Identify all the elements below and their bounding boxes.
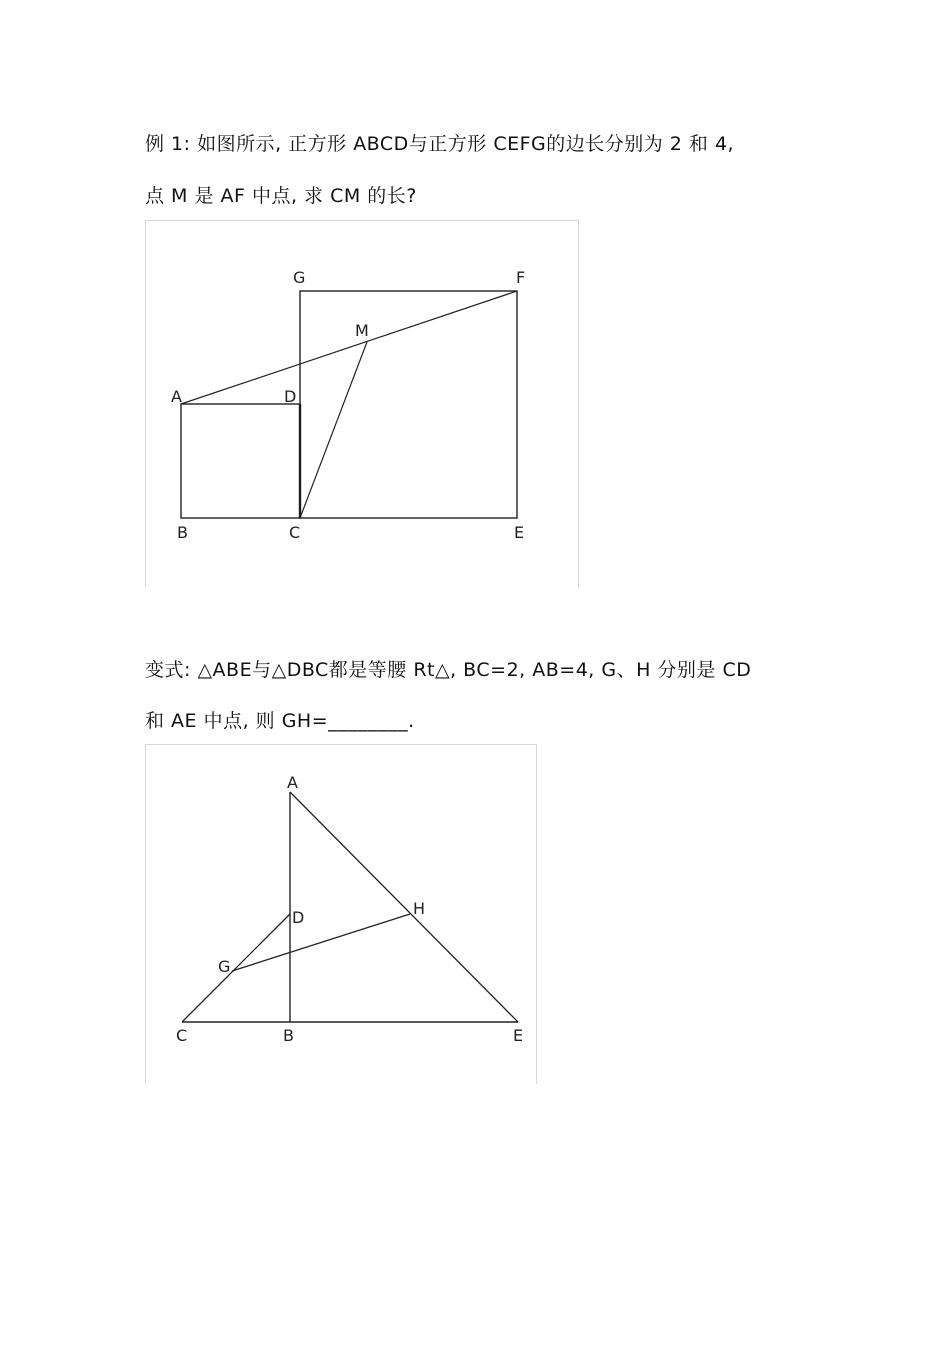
example1-text-line1: 例 1: 如图所示, 正方形 ABCD与正方形 CEFG的边长分别为 2 和 4, bbox=[145, 133, 735, 155]
variant-text-line1: 变式: △ABE与△DBC都是等腰 Rt△, BC=2, AB=4, G、H 分别是 CD bbox=[145, 659, 752, 681]
point-label-m: M bbox=[355, 321, 369, 340]
square-cefg bbox=[300, 291, 517, 518]
figure-squares bbox=[145, 220, 579, 587]
point-label-f: F bbox=[516, 268, 526, 287]
point-label-b: B bbox=[177, 523, 188, 542]
point-label-a: A bbox=[287, 773, 298, 792]
point-label-d: D bbox=[292, 908, 305, 927]
figure-triangles bbox=[145, 744, 537, 1084]
point-label-a: A bbox=[171, 387, 182, 406]
variant-text-line2: 和 AE 中点, 则 GH=________. bbox=[145, 710, 415, 732]
point-label-e: E bbox=[514, 523, 525, 542]
segment-cd bbox=[182, 914, 290, 1022]
point-label-e: E bbox=[513, 1026, 524, 1045]
example1-text-line2: 点 M 是 AF 中点, 求 CM 的长? bbox=[145, 185, 417, 207]
point-label-g: G bbox=[293, 268, 306, 287]
segment-ae bbox=[290, 792, 518, 1022]
square-abcd bbox=[181, 404, 300, 518]
point-label-h: H bbox=[413, 899, 426, 918]
point-label-b: B bbox=[283, 1026, 294, 1045]
segment-af bbox=[181, 291, 517, 404]
point-label-d: D bbox=[284, 387, 297, 406]
segment-gh bbox=[232, 914, 410, 971]
point-label-c: C bbox=[176, 1026, 188, 1045]
point-label-c: C bbox=[289, 523, 301, 542]
segment-cm bbox=[300, 342, 367, 518]
point-label-g: G bbox=[218, 957, 231, 976]
